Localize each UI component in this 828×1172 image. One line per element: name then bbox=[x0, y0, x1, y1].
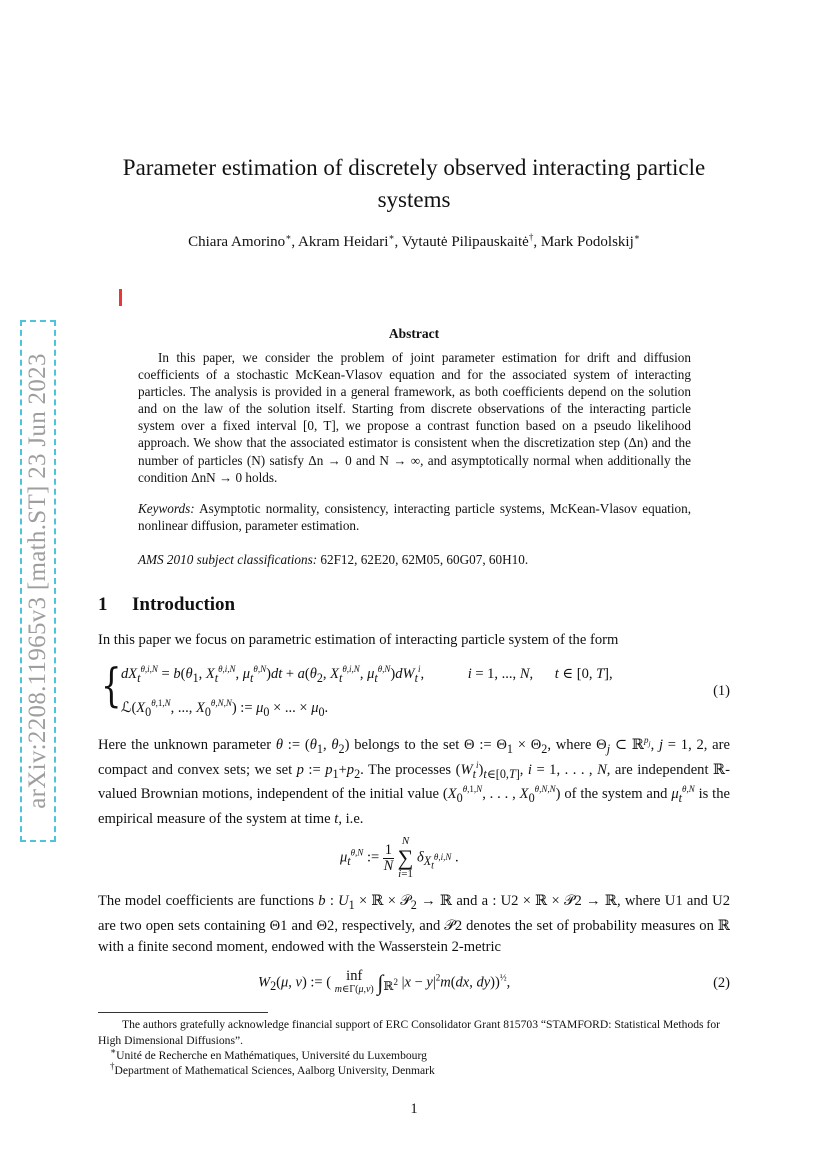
equation-1-number: (1) bbox=[713, 683, 730, 699]
footnote-mark: ∗ bbox=[110, 1046, 117, 1057]
footnote-affiliation-aalborg: †Department of Mathematical Sciences, Aalborg University, Denmark bbox=[110, 1061, 435, 1077]
paper-title bbox=[98, 152, 730, 216]
footnote-affiliation-luxembourg: ∗Unité de Recherche en Mathématiques, Université du Luxembourg bbox=[110, 1046, 427, 1062]
keywords-text: Asymptotic normality, consistency, interacting particle systems, McKean-Vlasov equation, nonlinear diffusion, parameter estimation. bbox=[138, 501, 691, 534]
model-coefficients-text: and a : U2 × ℝ × 𝒫2 → ℝ, where U1 and U2 are two open sets containing Θ1 and Θ2, respectively, and 𝒫2 denotes the set of probability measures on ℝ with a finite second moment, endowed with the Wasserstein 2-metric bbox=[98, 893, 730, 955]
abstract-heading: Abstract bbox=[388, 326, 440, 341]
keywords-label: Keywords: bbox=[138, 501, 195, 516]
author-name: Vytautė Pilipauskaitė bbox=[401, 234, 529, 250]
arxiv-id[interactable]: arXiv:2208.11965v3 [math.ST] 23 Jun 2023 bbox=[24, 353, 51, 809]
abstract-text: In this paper, we consider the problem of joint parameter estimation for drift and diffusion coefficients of a stochastic McKean-Vlasov equation and for the associated system of interacting particles. The analysis is provided in a general framework, as both coefficients depend on the solution and on the law of the solution itself. Starting from discrete observations of the interacting particle system over a fixed interval [0, T], we propose a contrast function based on a pseudo likelihood approach. We show that the associated estimator is consistent when the discretization step (Δn) and the number of particles (N) satisfy Δn → 0 and N → ∞, and asymptotically normal when additionally the condition ΔnN → 0 holds. bbox=[138, 350, 691, 485]
intro-sentence: In this paper we focus on parametric estimation of interacting particle system of the form bbox=[98, 632, 619, 648]
section-heading bbox=[98, 594, 235, 616]
title-line-2: systems bbox=[377, 187, 451, 212]
ams-label: AMS 2010 subject classifications: bbox=[138, 552, 318, 567]
affiliation-mark: ∗ bbox=[388, 232, 395, 242]
equation-1-line-2: $ℒ(X_0^{\theta,1,N}$, ..., $X_0^{\theta,N,N}$) := $\mu_0$ × ... × $\mu_0$. bbox=[121, 698, 329, 719]
title-line-1: Parameter estimation of discretely observed interacting particle bbox=[122, 155, 706, 180]
affiliation-mark: ∗ bbox=[285, 232, 292, 242]
equation-2-number: (2) bbox=[713, 975, 730, 991]
page-number: 1 bbox=[410, 1101, 418, 1117]
affiliation-mark: † bbox=[528, 232, 534, 242]
author-name: Mark Podolskij bbox=[540, 234, 634, 250]
keywords bbox=[138, 500, 691, 534]
author-name: Chiara Amorino bbox=[188, 234, 286, 250]
arxiv-stamp[interactable] bbox=[20, 320, 56, 842]
ams-text: 62F12, 62E20, 62M05, 60G07, 60H10. bbox=[320, 552, 529, 567]
author-list: Chiara Amorino∗, Akram Heidari∗, Vytautė Pilipauskaitė†, Mark Podolskij∗ bbox=[188, 232, 640, 250]
equation-1-line-1: $dX_t^{\theta,i,N} = b(\theta_1$, $X_t^{\theta,i,N}$, $\mu_t^{\theta,N})dt + a(\theta_2$, $X_t^{\theta,i,N}$, $\mu_t^{\theta,N})dW_t^i$, i = 1, ..., N, t ∈ [0, T], bbox=[121, 664, 613, 685]
red-edit-mark bbox=[119, 289, 122, 306]
empirical-measure-equation: $\mu_t^{\theta,N}$ := $\frac{1}{N}$ N ∑ i=1 $\delta_{X_t^{\theta,i,N}}$ . bbox=[340, 835, 459, 880]
paragraph-model-coefficients: The model coefficients are functions b : $U_1$ × ℝ × 𝒫$_2$ → ℝ and a : U2 × ℝ × 𝒫2 → ℝ, where U1 and U2 are two open sets containing Θ1 and Θ2, respectively, and 𝒫2 denotes the set of probability measures on ℝ with a finite second moment, endowed with the Wasserstein 2-metric bbox=[98, 893, 730, 955]
affiliation-mark: ∗ bbox=[633, 232, 640, 242]
author-name: Akram Heidari bbox=[298, 234, 389, 250]
section-title: Introduction bbox=[132, 594, 236, 615]
paragraph-parameter: Here the unknown parameter θ := ($\theta_1$, $\theta_2$) belongs to the set Θ := $\Theta_1 \times \Theta_2$, where $\Theta_j$ ⊂ ℝ$^{p_j}$, j = 1, 2, are compact and convex sets; we set p := $p_1+p_2$. The processes $(W_t^i)_{t\in[0,T]}$, i = 1, . . . , N, are independent ℝ-valued Brownian motions, independent of the initial value ($X_0^{\theta,1,N}$, . . . , $X_0^{\theta,N,N}$) of the system and $\mu_t^{\theta,N}$ is the empirical measure of the system at time t, i.e. bbox=[98, 735, 730, 828]
equation-2: $W_2(\mu$, ν) := ( inf m∈Γ(μ,ν) $\int_{ℝ^2}$ $|x - y|^2m(dx$, dy))$^{\frac{1}{2}}$, bbox=[258, 968, 511, 995]
footnote-acknowledgment: The authors gratefully acknowledge financial support of ERC Consolidator Grant 815703 “STAMFORD: Statistical Methods for High Dimensional Diffusions”. bbox=[98, 1018, 720, 1047]
ams-classification bbox=[138, 551, 691, 568]
footnote-rule bbox=[98, 1012, 268, 1013]
section-number: 1 bbox=[98, 594, 108, 615]
footnote-mark: † bbox=[110, 1061, 115, 1072]
system-brace: { bbox=[101, 658, 122, 712]
